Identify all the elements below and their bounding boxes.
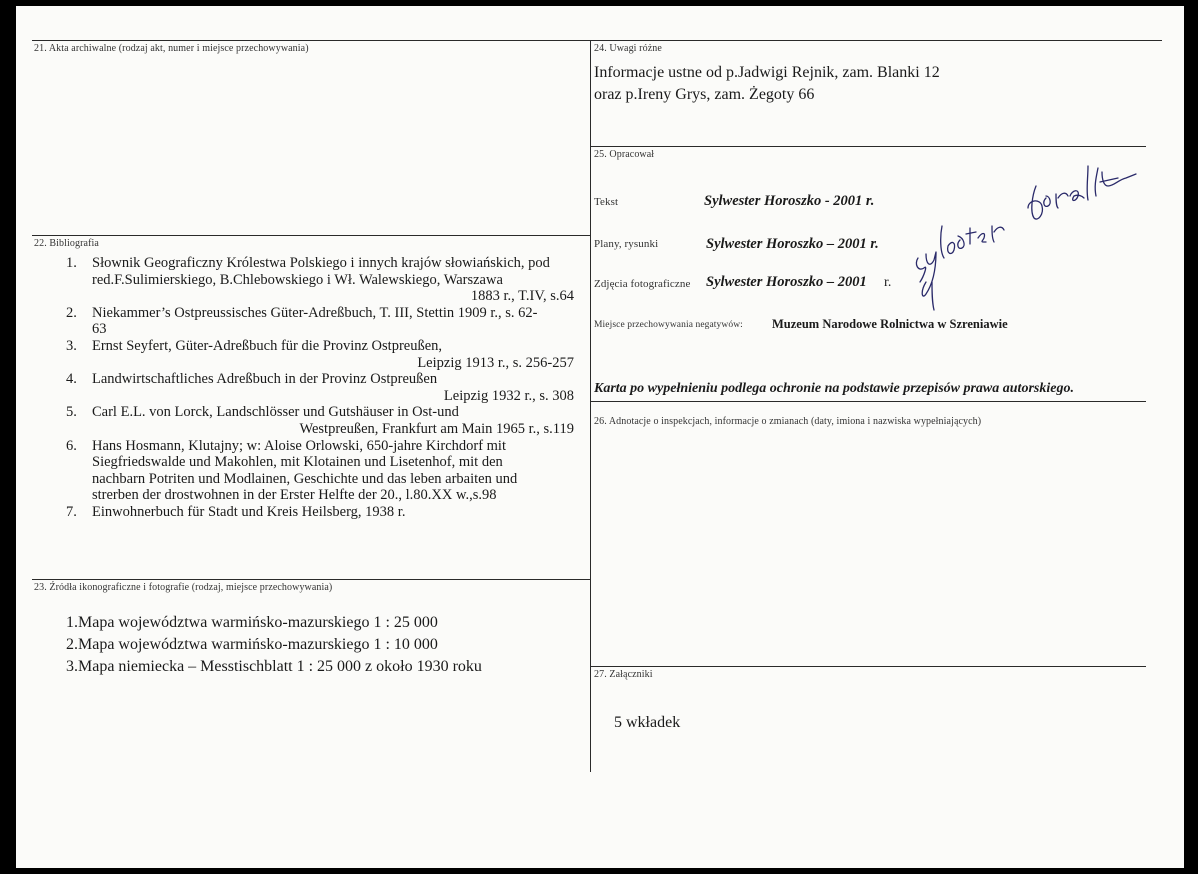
bibliography-item-citation: Westpreußen, Frankfurt am Main 1965 r., s.119 (299, 420, 574, 437)
section-26-label: 26. Adnotacje o inspekcjach, informacje o zmianach (daty, imiona i nazwiska wypełniających) (594, 416, 982, 427)
bibliography-item-line: Einwohnerbuch für Stadt und Kreis Heilsberg, 1938 r. (92, 503, 406, 520)
center-divider (590, 40, 591, 772)
bibliography-item-number: 2. (66, 304, 77, 321)
bibliography-item-number: 3. (66, 337, 77, 354)
bibliography-item-line: nachbarn Potriten und Modlainen, Geschichte und das leben arbaiten und (92, 470, 518, 487)
iconography-item: 2.Mapa województwa warmińsko-mazurskiego 1 : 10 000 (66, 636, 438, 653)
remarks-line: oraz p.Ireny Grys, zam. Żegoty 66 (594, 86, 815, 103)
bibliography-item-citation: Leipzig 1913 r., s. 256-257 (417, 354, 574, 371)
zdjecia-label: Zdjęcia fotograficzne (594, 278, 691, 290)
bibliography-item-line: 63 (92, 321, 107, 338)
divider-22-23 (32, 579, 590, 580)
bibliography-item (44, 438, 574, 504)
section-23-label: 23. Źródła ikonograficzne i fotografie (rodzaj, miejsce przechowywania) (34, 582, 333, 593)
bibliography-item-citation: 1883 r., T.IV, s.64 (470, 288, 574, 305)
bibliography-item-line: Słownik Geograficzny Królestwa Polskiego i innych krajów słowiańskich, pod (92, 255, 550, 271)
section-21-label: 21. Akta archiwalne (rodzaj akt, numer i miejsce przechowywania) (34, 43, 309, 54)
plany-label: Plany, rysunki (594, 238, 659, 250)
bibliography-item-number: 1. (66, 255, 77, 271)
iconography-item: 1.Mapa województwa warmińsko-mazurskiego 1 : 25 000 (66, 614, 438, 631)
divider-25-26 (590, 401, 1146, 402)
bibliography-item (44, 371, 574, 404)
bibliography-list (44, 255, 574, 521)
section-24-label: 24. Uwagi różne (594, 43, 662, 54)
bibliography-item-line: Landwirtschaftliches Adreßbuch in der Provinz Ostpreußen (92, 371, 438, 388)
bibliography-item-line: red.F.Sulimierskiego, B.Chlebowskiego i Wł. Walewskiego, Warszawa (92, 271, 503, 288)
bibliography-item (44, 338, 574, 371)
section-22-label: 22. Bibliografia (34, 238, 99, 249)
bibliography-item-citation: Leipzig 1932 r., s. 308 (443, 387, 574, 404)
bibliography-item-line: Ernst Seyfert, Güter-Adreßbuch für die Provinz Ostpreußen, (92, 337, 443, 354)
bibliography-item (44, 255, 574, 305)
remarks-line: Informacje ustne od p.Jadwigi Rejnik, zam. Blanki 12 (594, 64, 940, 81)
bibliography-item-number: 7. (66, 503, 77, 520)
tekst-author: Sylwester Horoszko - 2001 r. (704, 193, 875, 209)
bibliography-item-number: 4. (66, 371, 77, 388)
bibliography-item (44, 404, 574, 437)
iconography-item: 3.Mapa niemiecka – Messtischblatt 1 : 25 000 z około 1930 roku (66, 658, 482, 675)
zdjecia-suffix: r. (884, 275, 892, 290)
handwritten-signature (896, 156, 1146, 326)
bibliography-item-number: 6. (66, 437, 77, 454)
bibliography-item-number: 5. (66, 404, 77, 421)
divider-24-25 (590, 146, 1146, 147)
negatives-location-value: Muzeum Narodowe Rolnictwa w Szreniawie (772, 317, 1008, 331)
section-25-label: 25. Opracował (594, 149, 655, 160)
bibliography-item (44, 305, 574, 338)
bibliography-item-line: strerben der drostwohnen in der Erster Helfte der 20., l.80.XX w.,s.98 (92, 487, 497, 504)
bibliography-item (44, 504, 574, 521)
copyright-notice: Karta po wypełnieniu podlega ochronie na podstawie przepisów prawa autorskiego. (594, 381, 1074, 396)
divider-21-22 (32, 235, 590, 236)
zdjecia-author: Sylwester Horoszko – 2001 (706, 274, 867, 290)
section-27-label: 27. Załączniki (594, 669, 653, 680)
divider-26-27 (590, 666, 1146, 667)
bibliography-item-line: Hans Hosmann, Klutajny; w: Aloise Orlowski, 650-jahre Kirchdorf mit (92, 437, 506, 454)
attachments-value: 5 wkładek (614, 714, 681, 731)
tekst-label: Tekst (594, 196, 619, 208)
negatives-location-label: Miejsce przechowywania negatywów: (594, 320, 743, 330)
top-rule (32, 40, 1162, 41)
bibliography-item-line: Carl E.L. von Lorck, Landschlösser und Gutshäuser in Ost-und (92, 404, 459, 421)
record-card-sheet (16, 6, 1184, 868)
bibliography-item-line: Siegfriedswalde und Makohlen, mit Klotainen und Lisetenhof, mit den (92, 454, 503, 471)
bibliography-item-line: Niekammer’s Ostpreussisches Güter-Adreßbuch, T. III, Stettin 1909 r., s. 62- (92, 304, 538, 321)
plany-author: Sylwester Horoszko – 2001 r. (706, 236, 879, 252)
